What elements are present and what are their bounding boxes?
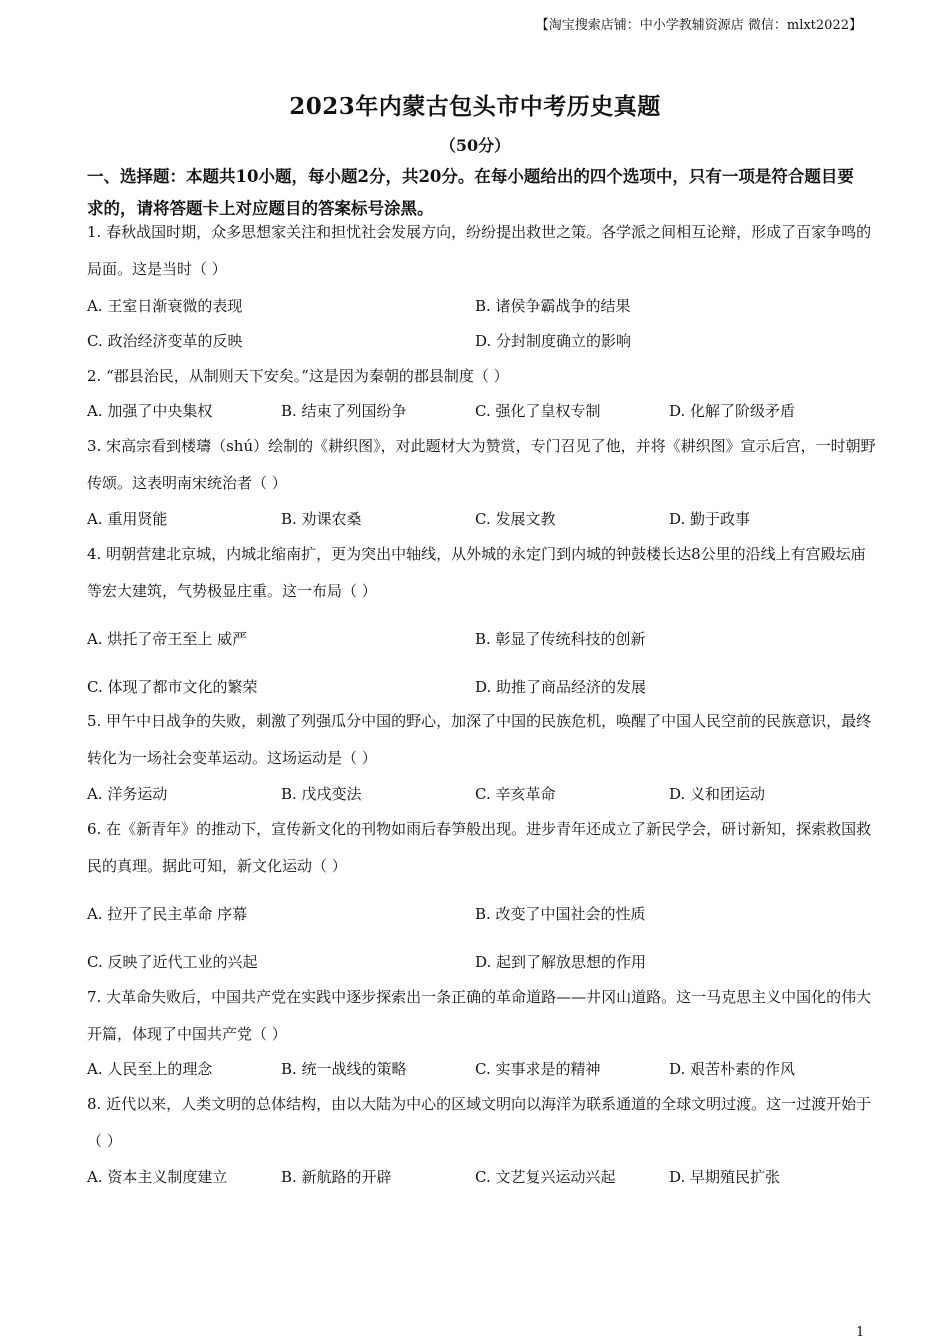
options-row — [87, 507, 867, 531]
options-row — [87, 782, 867, 806]
options-row — [87, 902, 867, 926]
option-a: A. 人民至上的理念 — [87, 1060, 213, 1078]
option-b: B. 劝课农桑 — [281, 510, 362, 528]
option-a: A. 资本主义制度建立 — [87, 1168, 228, 1186]
option-c: C. 强化了皇权专制 — [475, 402, 601, 420]
option-d: D. 起到了解放思想的作用 — [475, 953, 647, 971]
option-b: B. 诸侯争霸战争的结果 — [475, 297, 631, 315]
header-note: 【淘宝搜索店铺：中小学教辅资源店 微信：mlxt2022】 — [535, 18, 862, 33]
option-d: D. 艰苦朴素的作风 — [669, 1060, 796, 1078]
options-row — [87, 294, 867, 318]
question-stem: 1. 春秋战国时期，众多思想家关注和担忧社会发展方向，纷纷提出救世之策。各学派之间相互论辩，形成了百家争鸣的局面。这是当时（ ） — [87, 223, 872, 278]
option-c: C. 体现了都市文化的繁荣 — [87, 678, 258, 696]
options-row — [87, 950, 867, 974]
question-stem: 8. 近代以来，人类文明的总体结构，由以大陆为中心的区域文明向以海洋为联系通道的全球文明过渡。这一过渡开始于（ ） — [87, 1095, 872, 1150]
option-a: A. 拉开了民主革命 序幕 — [87, 905, 248, 923]
question-stem: 6. 在《新青年》的推动下，宣传新文化的刊物如雨后春笋般出现。进步青年还成立了新民学会，研讨新知，探索救国救民的真理。据此可知，新文化运动（ ） — [87, 820, 872, 875]
option-a: A. 洋务运动 — [87, 785, 168, 803]
option-c: C. 政治经济变革的反映 — [87, 332, 243, 350]
option-b: B. 彰显了传统科技的创新 — [475, 630, 646, 648]
options-row — [87, 399, 867, 423]
question-stem: 4. 明朝营建北京城，内城北缩南扩，更为突出中轴线，从外城的永定门到内城的钟鼓楼长达8公里的沿线上有宫殿坛庙等宏大建筑，气势极显庄重。这一布局（ ） — [87, 545, 866, 600]
option-d: D. 分封制度确立的影响 — [475, 332, 632, 350]
question-stem: 2. “郡县治民，从制则天下安矣。”这是因为秦朝的郡县制度（ ） — [87, 367, 509, 385]
option-d: D. 助推了商品经济的发展 — [475, 678, 647, 696]
question-stem: 5. 甲午中日战争的失败，刺激了列强瓜分中国的野心，加深了中国的民族危机，唤醒了中国人民空前的民族意识，最终转化为一场社会变革运动。这场运动是（ ） — [87, 712, 872, 767]
option-a: A. 王室日渐衰微的表现 — [87, 297, 243, 315]
option-b: B. 改变了中国社会的性质 — [475, 905, 646, 923]
option-c: C. 实事求是的精神 — [475, 1060, 601, 1078]
option-c: C. 反映了近代工业的兴起 — [87, 953, 258, 971]
option-a: A. 烘托了帝王至上 威严 — [87, 630, 248, 648]
option-d: D. 义和团运动 — [669, 785, 766, 803]
page-title: 2023年内蒙古包头市中考历史真题 — [289, 93, 661, 120]
option-b: B. 统一战线的策略 — [281, 1060, 407, 1078]
section-instructions: 一、选择题：本题共10小题，每小题2分，共20分。在每小题给出的四个选项中，只有一项是符合题目要求的，请将答题卡上对应题目的答案标号涂黑。 — [87, 167, 854, 218]
options-row — [87, 1165, 867, 1189]
option-d: D. 勤于政事 — [669, 510, 751, 528]
option-a: A. 加强了中央集权 — [87, 402, 213, 420]
option-b: B. 结束了列国纷争 — [281, 402, 407, 420]
question-stem: 7. 大革命失败后，中国共产党在实践中逐步探索出一条正确的革命道路——井冈山道路。这一马克思主义中国化的伟大开篇，体现了中国共产党（ ） — [87, 988, 872, 1043]
option-c: C. 辛亥革命 — [475, 785, 556, 803]
option-b: B. 戊戌变法 — [281, 785, 362, 803]
option-c: C. 文艺复兴运动兴起 — [475, 1168, 616, 1186]
options-row — [87, 329, 867, 353]
options-row — [87, 675, 867, 699]
option-d: D. 早期殖民扩张 — [669, 1168, 781, 1186]
question-stem: 3. 宋高宗看到楼璹（shú）绘制的《耕织图》，对此题材大为赞赏，专门召见了他，并将《耕织图》宣示后宫，一时朝野传颂。这表明南宋统治者（ ） — [87, 437, 876, 492]
options-row — [87, 1057, 867, 1081]
page-number: 1 — [856, 1325, 865, 1340]
options-row — [87, 627, 867, 651]
option-d: D. 化解了阶级矛盾 — [669, 402, 796, 420]
option-c: C. 发展文教 — [475, 510, 556, 528]
option-a: A. 重用贤能 — [87, 510, 168, 528]
total-score: （50分） — [439, 136, 511, 155]
option-b: B. 新航路的开辟 — [281, 1168, 392, 1186]
